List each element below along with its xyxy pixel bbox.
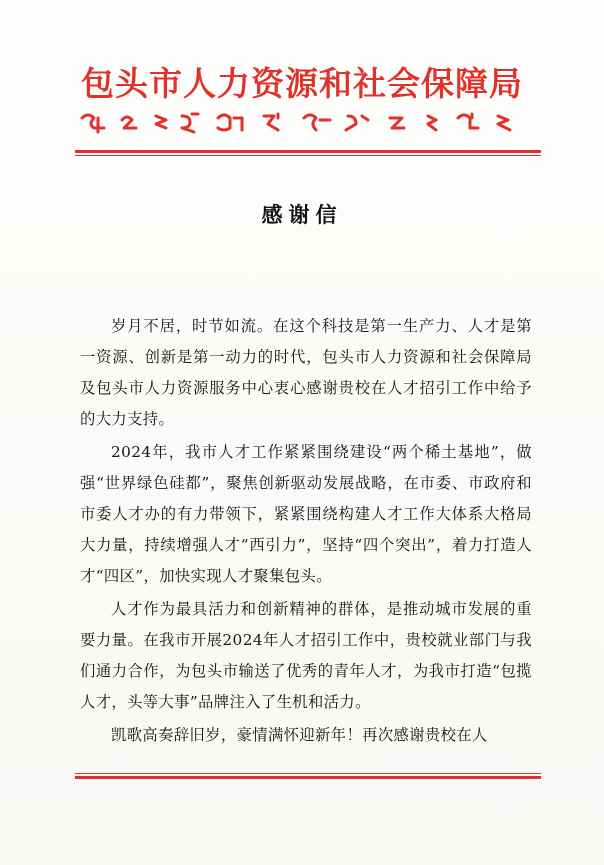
body-paragraph-1: 岁月不居，时节如流。在这个科技是第一生产力、人才是第一资源、创新是第一动力的时代，包头市人力资源和社会保障局及包头市人力资源服务中心衷心感谢贵校在人才招引工作中给予的大力支持。 [80, 317, 532, 428]
body-paragraph-2: 2024年，我市人才工作紧紧围绕建设“两个稀土基地”，做强“世界绿色硅都”，聚焦创新驱动发展战略，在市委、市政府和市委人才办的有力带领下，紧紧围绕构建人才工作大体系大格局大力量，持续增强人才“西引力”，坚持“四个突出”，着力打造人才“四区”，加快实现人才聚集包头。 [80, 443, 532, 585]
letterhead-org-name: 包头市人力资源和社会保障局 [81, 64, 523, 103]
letterhead-bottom-rule [75, 773, 541, 779]
letterhead-mongolian-script [78, 110, 528, 136]
body-paragraph-4: 凯歌高奏辞旧岁，豪情满怀迎新年！再次感谢贵校在人 [111, 726, 488, 744]
letter-body [80, 311, 532, 753]
mongolian-script-graphic [78, 110, 528, 136]
letter-title: 感谢信 [261, 202, 343, 227]
body-paragraph-3: 人才作为最具活力和创新精神的群体，是推动城市发展的重要力量。在我市开展2024年人才招引工作中，贵校就业部门与我们通力合作，为包头市输送了优秀的青年人才，为我市打造“包揽人才，头等大事”品牌注入了生机和活力。 [80, 600, 532, 711]
letterhead-top-rule [75, 150, 541, 156]
